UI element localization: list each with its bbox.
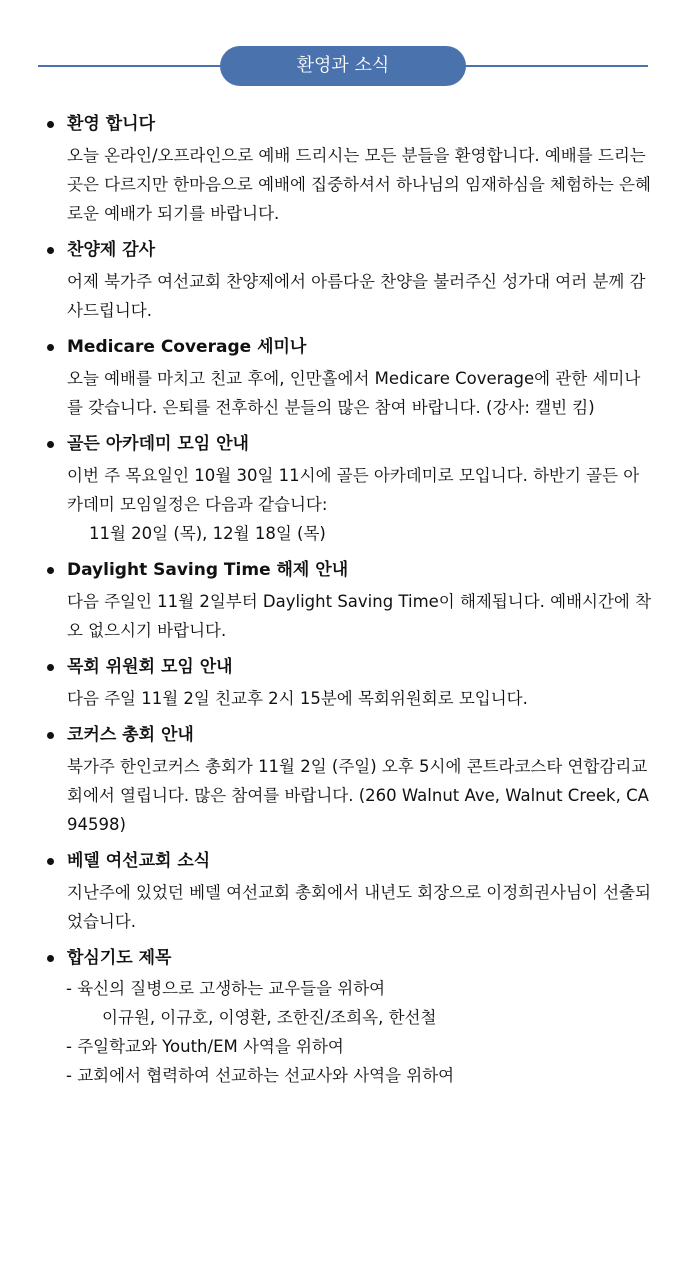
announcement-title: 목회 위원회 모임 안내 [45, 651, 655, 683]
announcement-title: Medicare Coverage 세미나 [45, 331, 655, 363]
announcement-text: 다음 주일인 11월 2일부터 Daylight Saving Time이 해제됩니다. 예배시간에 착오 없으시기 바랍니다. [67, 592, 652, 640]
announcement-medicare-seminar [45, 331, 655, 422]
announcement-bethel-women [45, 845, 655, 936]
bullet-icon [47, 955, 54, 962]
bullet-icon [47, 858, 54, 865]
bullet-icon [47, 732, 54, 739]
announcement-text: 이번 주 목요일인 10월 30일 11시에 골든 아카데미로 모입니다. 하반기 골든 아카데미 모임일정은 다음과 같습니다: [67, 466, 640, 514]
announcement-title: 환영 합니다 [45, 108, 655, 140]
announcement-text: 어제 북가주 여선교회 찬양제에서 아름다운 찬양을 불러주신 성가대 여러 분께 감사드립니다. [67, 272, 646, 320]
announcement-text: 지난주에 있었던 베델 여선교회 총회에서 내년도 회장으로 이정희권사님이 선출되었습니다. [67, 883, 651, 931]
announcement-praise-thanks [45, 234, 655, 325]
announcement-title: Daylight Saving Time 해제 안내 [45, 554, 655, 586]
announcement-list [45, 108, 655, 1096]
announcement-title: 찬양제 감사 [45, 234, 655, 266]
announcement-golden-academy [45, 428, 655, 548]
announcement-daylight-saving [45, 554, 655, 645]
announcement-prayer [45, 942, 655, 1090]
prayer-names: 이규원, 이규호, 이영환, 조한진/조희옥, 한선철 [102, 1008, 437, 1027]
announcement-pastoral-committee [45, 651, 655, 713]
bullet-icon [47, 567, 54, 574]
section-header [38, 46, 648, 88]
bullet-icon [47, 344, 54, 351]
bullet-icon [47, 247, 54, 254]
prayer-line: - 육신의 질병으로 고생하는 교우들을 위하여 [66, 979, 386, 998]
bullet-icon [47, 664, 54, 671]
header-title: 환영과 소식 [220, 46, 466, 86]
announcement-text: 다음 주일 11월 2일 친교후 2시 15분에 목회위원회로 모입니다. [67, 689, 528, 708]
announcement-welcome [45, 108, 655, 228]
bullet-icon [47, 441, 54, 448]
announcement-title: 코커스 총회 안내 [45, 719, 655, 751]
announcement-title: 합심기도 제목 [45, 942, 655, 974]
prayer-line: - 주일학교와 Youth/EM 사역을 위하여 [66, 1037, 344, 1056]
announcement-text: 오늘 예배를 마치고 친교 후에, 인만홀에서 Medicare Coverage에 관한 세미나를 갖습니다. 은퇴를 전후하신 분들의 많은 참여 바랍니다. (강사: 캘빈 킴) [67, 369, 641, 417]
academy-schedule: 11월 20일 (목), 12월 18일 (목) [89, 524, 326, 543]
announcement-text: 오늘 온라인/오프라인으로 예배 드리시는 모든 분들을 환영합니다. 예배를 드리는 곳은 다르지만 한마음으로 예배에 집중하셔서 하나님의 임재하심을 체험하는 은혜로운 예배가 되기를 바랍니다. [67, 146, 651, 223]
announcement-title: 베델 여선교회 소식 [45, 845, 655, 877]
announcement-title: 골든 아카데미 모임 안내 [45, 428, 655, 460]
announcement-text: 북가주 한인코커스 총회가 11월 2일 (주일) 오후 5시에 콘트라코스타 연합감리교회에서 열립니다. 많은 참여를 바랍니다. (260 Walnut Ave, Walnut Creek, CA 94598) [67, 757, 649, 834]
bullet-icon [47, 121, 54, 128]
prayer-line: - 교회에서 협력하여 선교하는 선교사와 사역을 위하여 [66, 1066, 455, 1085]
announcement-caucus [45, 719, 655, 839]
